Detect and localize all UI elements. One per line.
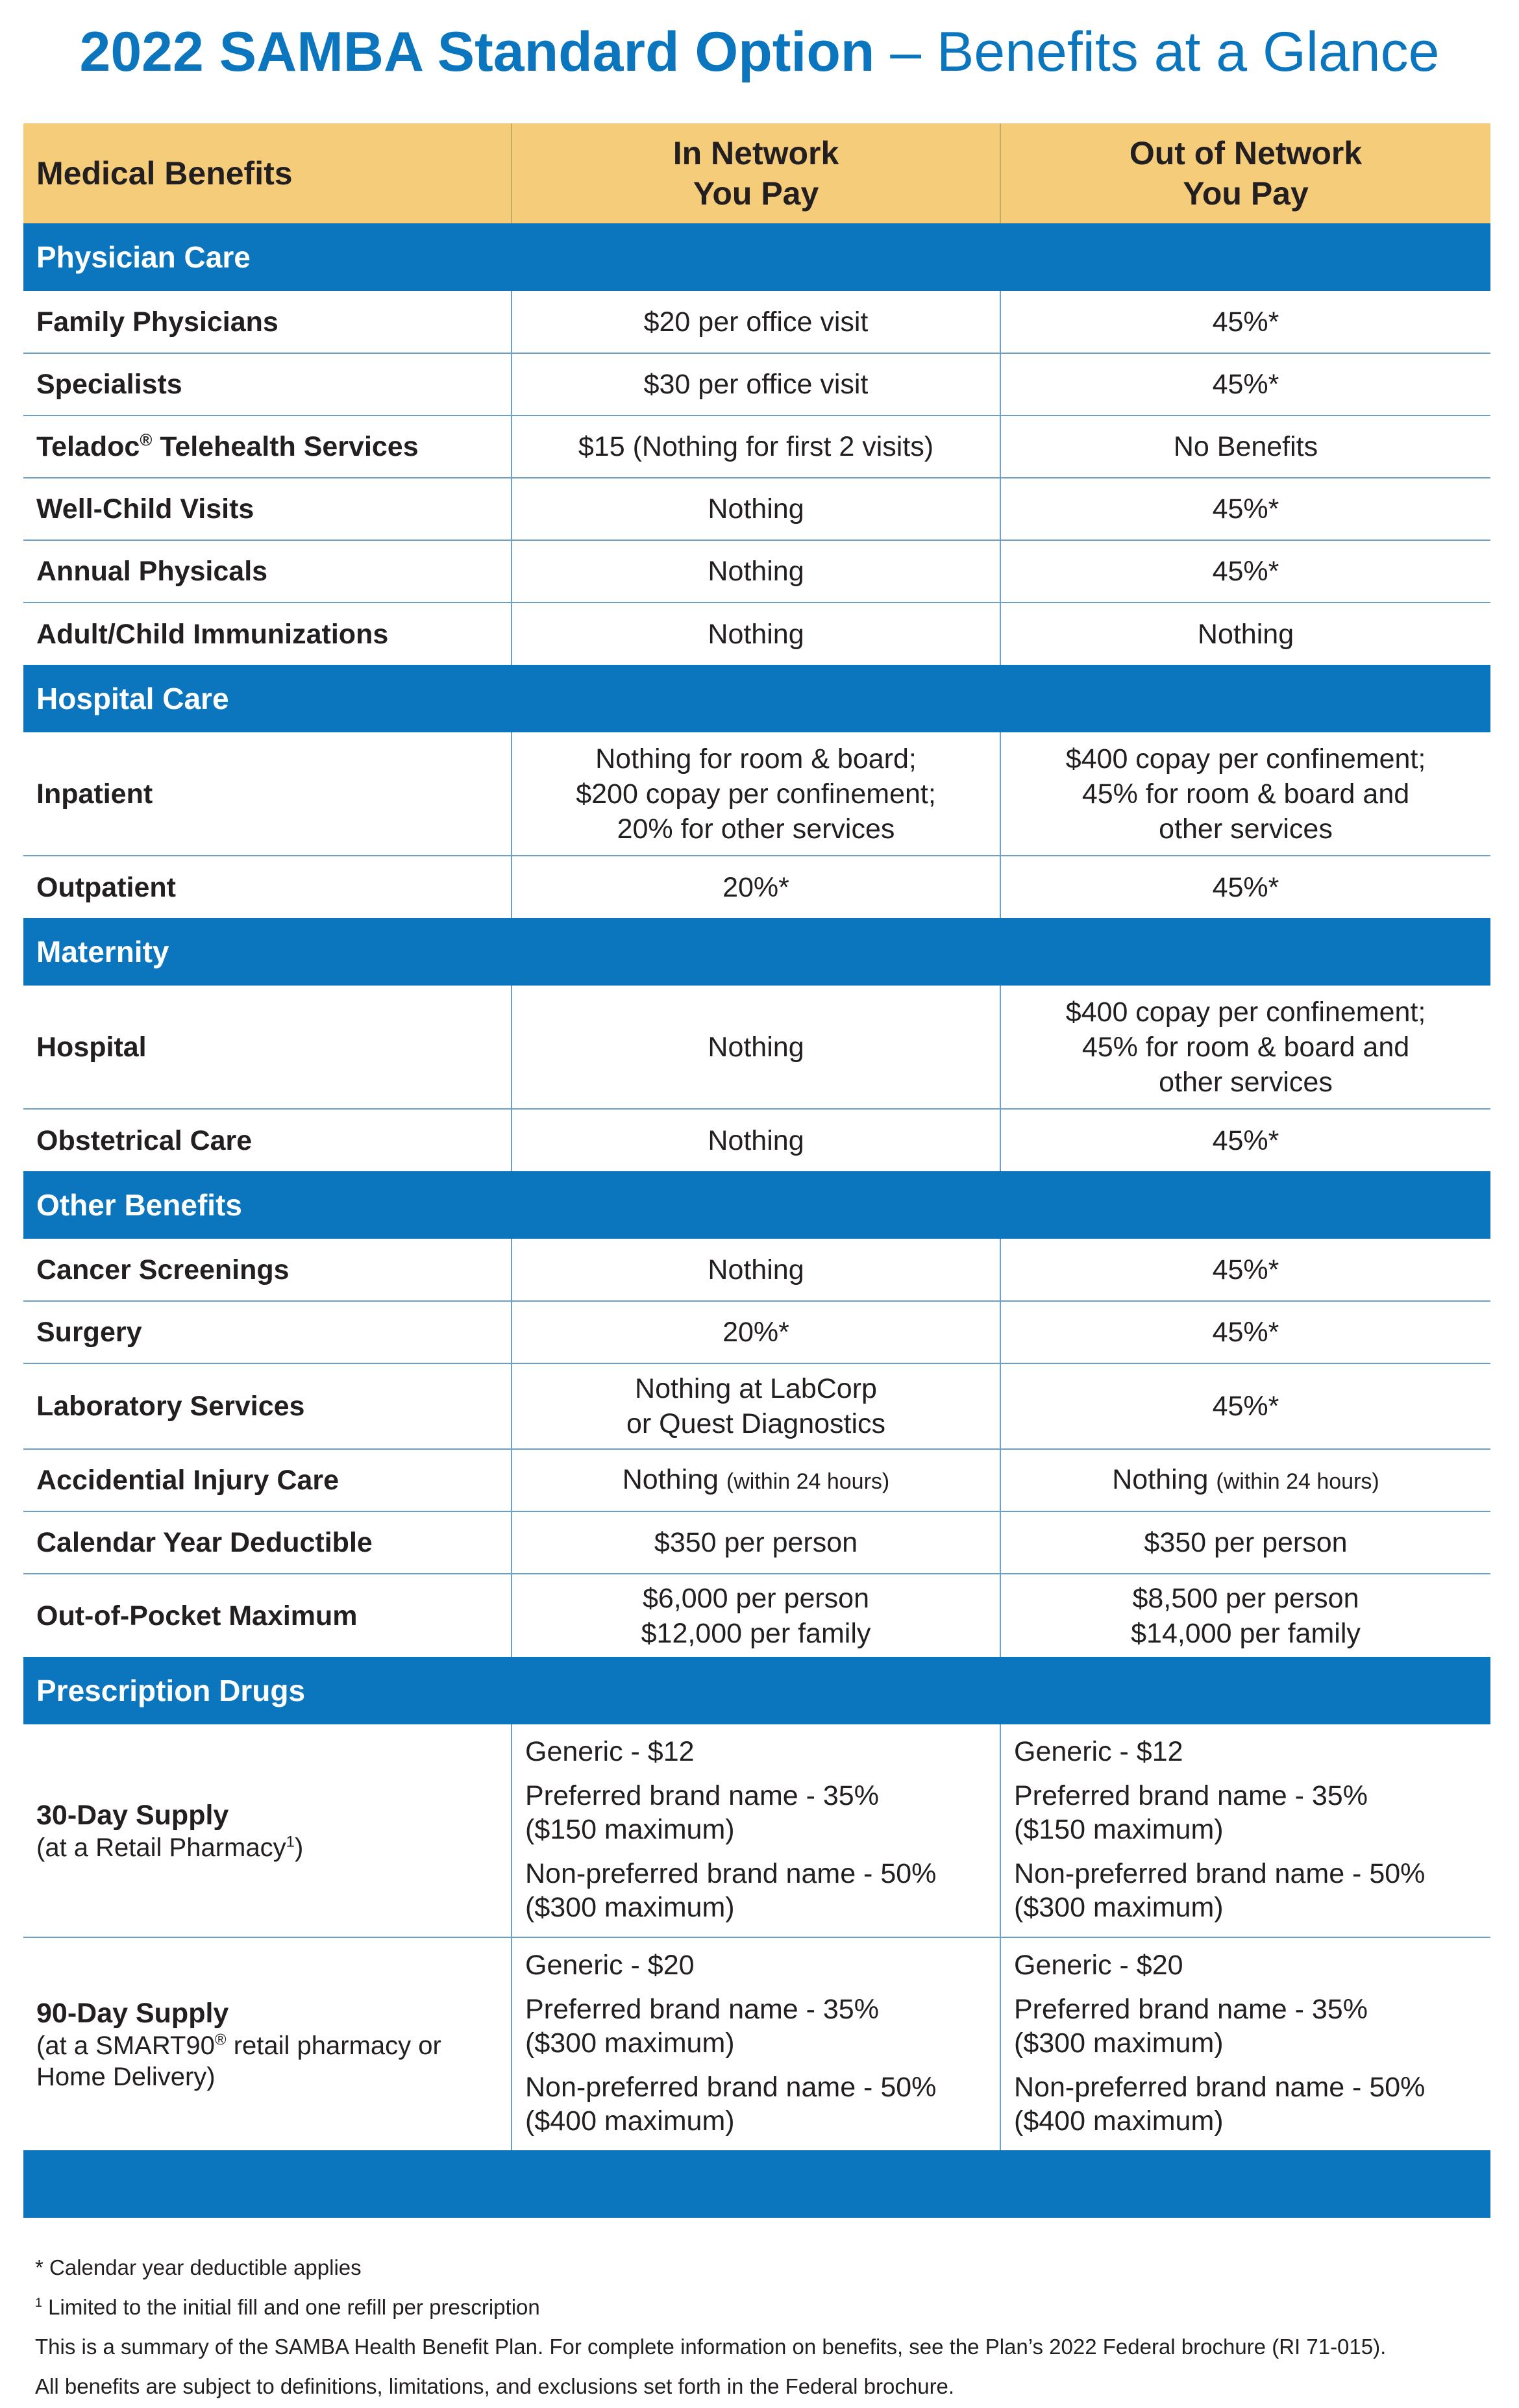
table-row	[23, 416, 1490, 478]
row-label: Obstetrical Care	[36, 1124, 253, 1156]
footnote-refill: $^1$ Limited to the initial fill and one refill per prescription	[35, 2295, 540, 2319]
out-of-network-value: Nothing	[1000, 602, 1490, 665]
table-row	[23, 986, 1490, 1109]
row-label: Surgery	[23, 1301, 512, 1363]
title-rest: – Benefits at a Glance	[874, 21, 1440, 83]
row-label: Calendar Year Deductible	[23, 1511, 512, 1574]
in-network-value: Generic - $20 Preferred brand name - 35% ($300 maximum) Non-preferred brand name - 50% ($400 maximum)	[512, 1937, 1000, 2150]
table-row	[23, 1363, 1490, 1449]
table-row	[23, 1937, 1490, 2150]
in-network-value: $15 (Nothing for first 2 visits)	[512, 416, 1000, 478]
out-of-network-value: 45%*	[1000, 856, 1490, 918]
table-row	[23, 732, 1490, 856]
out-of-network-value: 45%*	[1000, 540, 1490, 602]
in-network-value: Nothing	[512, 478, 1000, 540]
row-label: Annual Physicals	[23, 540, 512, 602]
benefits-table	[23, 123, 1490, 2218]
in-network-value: 20%*	[512, 1301, 1000, 1363]
out-of-network-value: 45%*	[1000, 1301, 1490, 1363]
out-of-network-value: 45%*	[1000, 478, 1490, 540]
table-row	[23, 1449, 1490, 1511]
table-row	[23, 1511, 1490, 1574]
in-network-value: 20%*	[512, 856, 1000, 918]
in-network-value: $350 per person	[512, 1511, 1000, 1574]
page-title	[0, 19, 1519, 84]
table-row	[23, 291, 1490, 353]
in-network-value: Nothing at LabCorp or Quest Diagnostics	[512, 1363, 1000, 1449]
in-network-value: $20 per office visit	[512, 291, 1000, 353]
table-row	[23, 1109, 1490, 1171]
in-network-value: $6,000 per person $12,000 per family	[512, 1574, 1000, 1657]
out-of-network-value: $350 per person	[1000, 1511, 1490, 1574]
in-network-value: Nothing	[512, 602, 1000, 665]
in-network-value: Nothing	[512, 986, 1000, 1109]
row-label: Adult/Child Immunizations	[36, 618, 389, 650]
row-label: Inpatient	[23, 732, 512, 856]
table-row	[23, 602, 1490, 665]
out-of-network-value: 45%*	[1000, 353, 1490, 416]
in-network-value: Nothing for room & board; $200 copay per confinement; 20% for other services	[512, 732, 1000, 856]
header-medical-benefits: Medical Benefits	[23, 123, 512, 223]
title-bold: 2022 SAMBA Standard Option	[79, 21, 875, 83]
out-of-network-value: Generic - $20 Preferred brand name - 35% ($300 maximum) Non-preferred brand name - 50% ($400 maximum)	[1000, 1937, 1490, 2150]
footnotes	[35, 2248, 1489, 2406]
out-of-network-value: $400 copay per confinement; 45% for room & board and other services	[1000, 986, 1490, 1109]
header-out-of-network: Out of Network You Pay	[1000, 123, 1490, 223]
table-row	[23, 353, 1490, 416]
section-physician-care: Physician Care	[23, 223, 1490, 291]
table-row	[23, 478, 1490, 540]
row-label: Accidential Injury Care	[23, 1449, 512, 1511]
table-header	[23, 123, 1490, 223]
row-label: Well-Child Visits	[23, 478, 512, 540]
table-row	[23, 540, 1490, 602]
header-in-network: In Network You Pay	[512, 123, 1000, 223]
footnote-deductible: * Calendar year deductible applies	[35, 2255, 362, 2279]
in-network-value: Nothing	[512, 1109, 1000, 1171]
in-network-value: Nothing (within 24 hours)	[512, 1449, 1000, 1511]
footnote-summary: This is a summary of the SAMBA Health Benefit Plan. For complete information on benefits, see the Plan’s 2022 Federal brochure (RI 71-015).	[35, 2335, 1387, 2359]
out-of-network-value: No Benefits	[1000, 416, 1490, 478]
table-row	[23, 1724, 1490, 1937]
out-of-network-value: Generic - $12 Preferred brand name - 35% ($150 maximum) Non-preferred brand name - 50% ($300 maximum)	[1000, 1724, 1490, 1937]
row-label: Specialists	[23, 353, 512, 416]
row-label: 90-Day Supply (at a SMART90® retail pharmacy or Home Delivery)	[36, 1997, 441, 2091]
in-network-value: $30 per office visit	[512, 353, 1000, 416]
row-label: Laboratory Services	[23, 1363, 512, 1449]
out-of-network-value: $8,500 per person $14,000 per family	[1000, 1574, 1490, 1657]
table-footer-bar	[23, 2150, 1490, 2218]
row-label: 30-Day Supply (at a Retail Pharmacy$^1$)	[23, 1724, 512, 1937]
section-maternity: Maternity	[23, 918, 1490, 986]
in-network-value: Nothing	[512, 1239, 1000, 1301]
row-label: Family Physicians	[23, 291, 512, 353]
out-of-network-value: $400 copay per confinement; 45% for room & board and other services	[1000, 732, 1490, 856]
out-of-network-value: 45%*	[1000, 1363, 1490, 1449]
row-label: Outpatient	[36, 871, 176, 903]
out-of-network-value: Nothing (within 24 hours)	[1000, 1449, 1490, 1511]
table-row	[23, 1301, 1490, 1363]
out-of-network-value: 45%*	[1000, 1239, 1490, 1301]
section-other-benefits: Other Benefits	[23, 1171, 1490, 1239]
row-label: Cancer Screenings	[23, 1239, 512, 1301]
table-row	[23, 856, 1490, 918]
footnote-definitions: All benefits are subject to definitions, limitations, and exclusions set forth in the Federal brochure.	[35, 2374, 955, 2398]
out-of-network-value: 45%*	[1000, 1109, 1490, 1171]
table-row	[23, 1239, 1490, 1301]
in-network-value: Generic - $12 Preferred brand name - 35% ($150 maximum) Non-preferred brand name - 50% ($300 maximum)	[512, 1724, 1000, 1937]
row-label: Hospital	[23, 986, 512, 1109]
section-hospital-care: Hospital Care	[23, 665, 1490, 732]
section-prescription-drugs: Prescription Drugs	[23, 1657, 1490, 1724]
row-label: Teladoc® Telehealth Services	[23, 416, 512, 478]
in-network-value: Nothing	[512, 540, 1000, 602]
table-row	[23, 1574, 1490, 1657]
out-of-network-value: 45%*	[1000, 291, 1490, 353]
row-label: Out-of-Pocket Maximum	[36, 1600, 358, 1632]
